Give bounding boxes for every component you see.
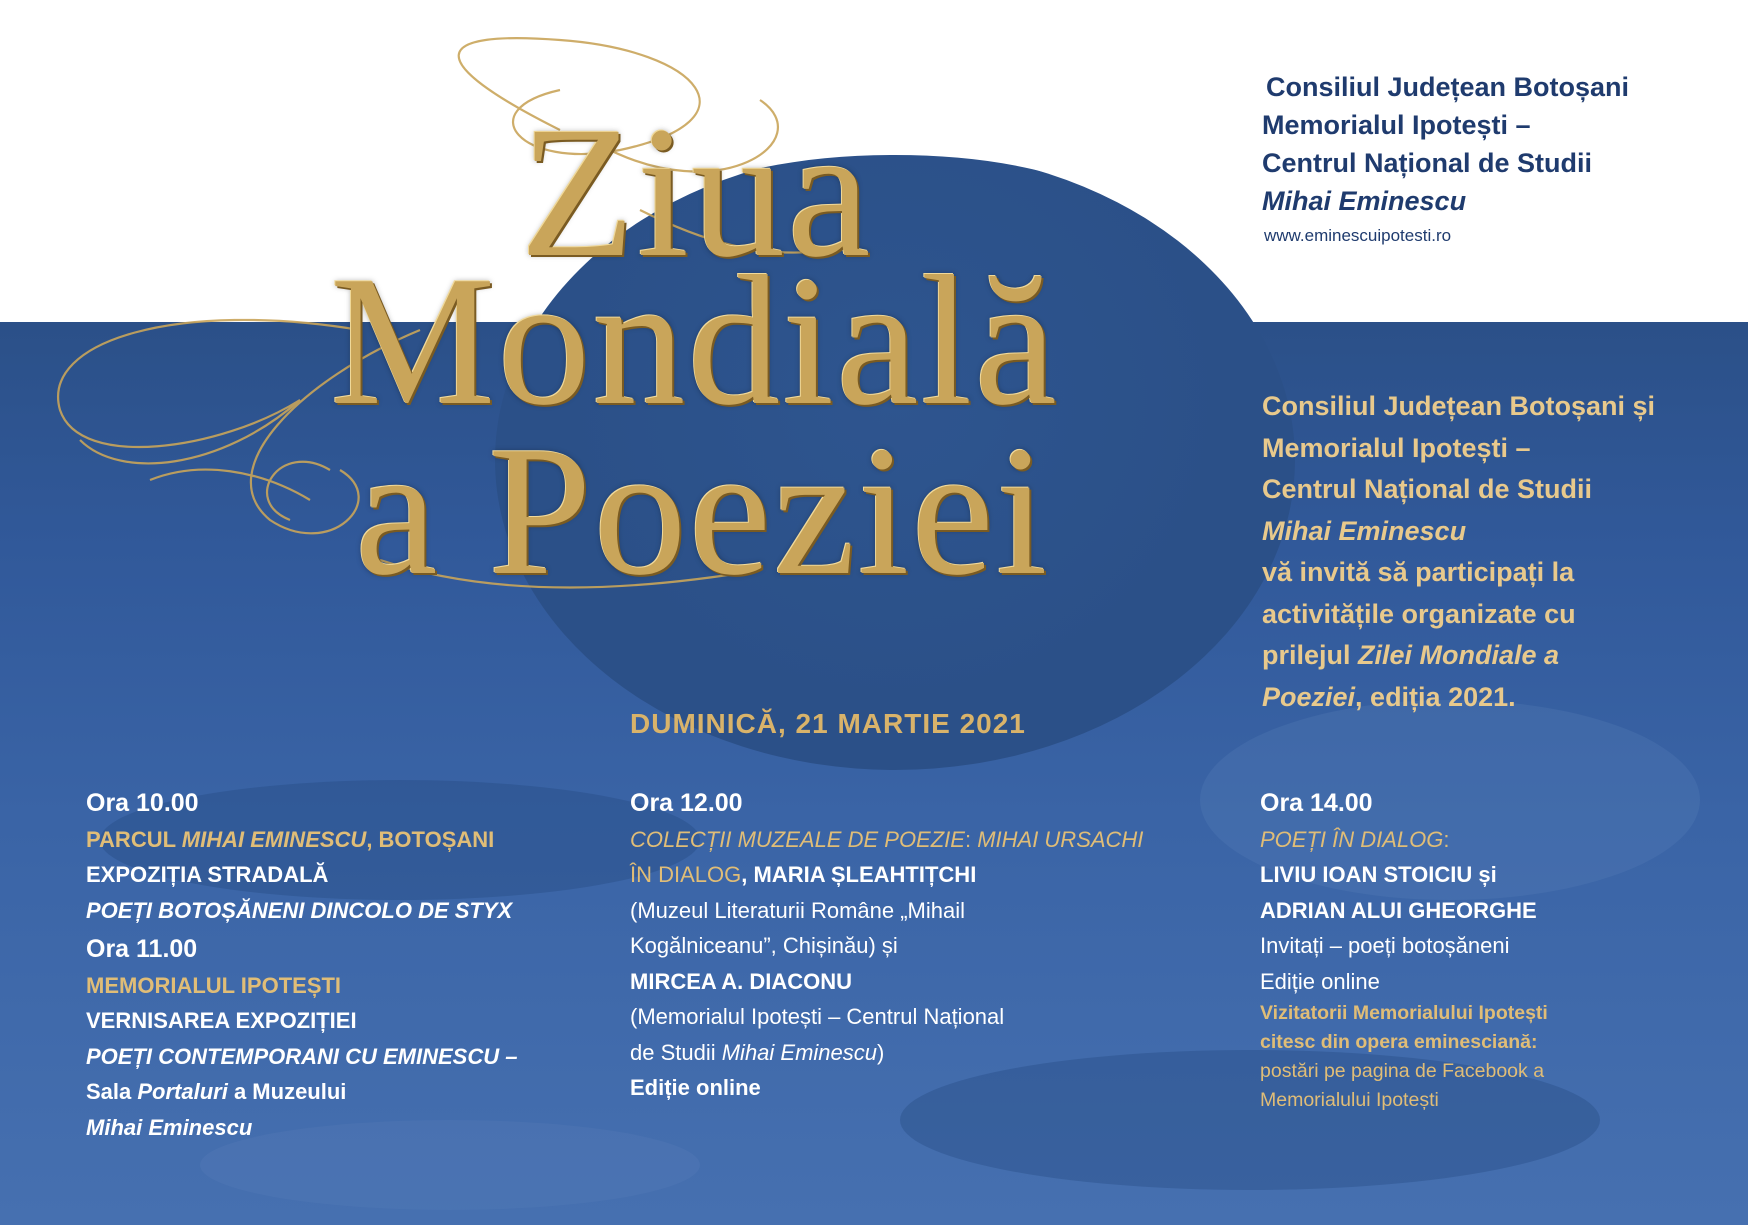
event-column-3 bbox=[1260, 786, 1548, 1115]
event-line: (Memorialul Ipotești – Centrul Național bbox=[630, 1004, 1005, 1029]
event-hour: Ora 12.00 bbox=[630, 789, 743, 817]
event-line: Ediție online bbox=[630, 1075, 761, 1100]
event-line: LIVIU IOAN STOICIU și bbox=[1260, 862, 1497, 887]
text-part: MIHAI URSACHI bbox=[977, 826, 1144, 852]
text-part: : bbox=[1443, 826, 1450, 852]
organizer-line: Consiliul Județean Botoșani bbox=[1266, 72, 1630, 102]
event-place: MEMORIALUL IPOTEȘTI bbox=[86, 972, 342, 998]
title-line-1: Ziua bbox=[520, 87, 873, 296]
event-line: Kogălniceanu”, Chișinău) și bbox=[630, 933, 898, 958]
text-part: de Studii bbox=[630, 1039, 722, 1065]
invitation-text-part: Zilei Mondiale a bbox=[1358, 640, 1560, 670]
title-line-2: Mondială bbox=[330, 238, 1059, 444]
text-part: a Muzeului bbox=[227, 1079, 347, 1104]
invitation-line bbox=[1262, 677, 1732, 719]
text-part: Portaluri bbox=[137, 1079, 228, 1104]
invitation-line: Centrul Național de Studii bbox=[1262, 474, 1593, 504]
invitation-line bbox=[1262, 635, 1732, 677]
event-line bbox=[630, 857, 1143, 893]
text-part: , MARIA ȘLEAHTIȚCHI bbox=[741, 862, 977, 887]
event-line: Mihai Eminescu bbox=[86, 1114, 253, 1140]
organizer-line: Memorialul Ipotești – bbox=[1262, 110, 1531, 140]
invitation-line: vă invită să participați la bbox=[1262, 557, 1575, 587]
event-hour: Ora 10.00 bbox=[86, 789, 199, 817]
event-line: EXPOZIȚIA STRADALĂ bbox=[86, 862, 329, 887]
event-line bbox=[86, 1074, 517, 1110]
event-line: citesc din opera eminesciană: bbox=[1260, 1031, 1538, 1053]
organizer-line: Centrul Național de Studii bbox=[1262, 148, 1593, 178]
event-line: POEȚI CONTEMPORANI CU EMINESCU – bbox=[86, 1043, 518, 1069]
text-part: MIHAI EMINESCU bbox=[181, 826, 367, 852]
event-line: VERNISAREA EXPOZIȚIEI bbox=[86, 1008, 357, 1033]
invitation-line: Mihai Eminescu bbox=[1262, 515, 1467, 546]
event-hour: Ora 11.00 bbox=[86, 935, 198, 963]
event-hour: Ora 14.00 bbox=[1260, 789, 1373, 817]
invitation-text-part: prilejul bbox=[1262, 640, 1359, 670]
event-line: ADRIAN ALUI GHEORGHE bbox=[1260, 897, 1537, 923]
event-column-2 bbox=[630, 786, 1143, 1106]
title-line-3: a Poeziei bbox=[355, 408, 1050, 614]
text-part: COLECȚII MUZEALE DE POEZIE bbox=[630, 826, 965, 852]
event-place bbox=[86, 822, 517, 858]
event-line: (Muzeul Literaturii Române „Mihail bbox=[630, 897, 966, 923]
invitation-text-part: Poeziei bbox=[1262, 681, 1356, 712]
text-part: POEȚI ÎN DIALOG bbox=[1260, 826, 1444, 852]
event-line bbox=[1260, 822, 1548, 858]
text-part: Mihai Eminescu bbox=[721, 1039, 878, 1065]
text-part: ÎN DIALOG bbox=[630, 862, 742, 887]
text-part: , BOTOȘANI bbox=[366, 826, 495, 852]
event-line: postări pe pagina de Facebook a bbox=[1260, 1060, 1545, 1082]
text-part: Sala bbox=[86, 1079, 138, 1104]
text-part: PARCUL bbox=[86, 826, 182, 852]
invitation-text-part: , ediția 2021. bbox=[1355, 681, 1516, 712]
event-column-1 bbox=[86, 786, 517, 1145]
text-part: : bbox=[964, 826, 978, 852]
event-line: POEȚI BOTOȘĂNENI DINCOLO DE STYX bbox=[86, 897, 513, 923]
event-line bbox=[630, 822, 1143, 858]
text-part: ) bbox=[877, 1039, 885, 1065]
organizer-line: Mihai Eminescu bbox=[1262, 186, 1467, 216]
organizer-block bbox=[1262, 68, 1629, 246]
event-line: Memorialului Ipotești bbox=[1260, 1089, 1439, 1111]
invitation-line: Consiliul Județean Botoșani și bbox=[1262, 391, 1656, 421]
invitation-text bbox=[1262, 386, 1732, 718]
invitation-line: activitățile organizate cu bbox=[1262, 598, 1576, 629]
invitation-line: Memorialul Ipotești – bbox=[1262, 432, 1531, 463]
event-line: Invitați – poeți botoșăneni bbox=[1260, 933, 1510, 958]
website-link[interactable]: www.eminescuipotesti.ro bbox=[1264, 226, 1452, 245]
event-line: MIRCEA A. DIACONU bbox=[630, 968, 853, 994]
event-line: Vizitatorii Memorialului Ipotești bbox=[1260, 1002, 1548, 1024]
event-date: DUMINICĂ, 21 MARTIE 2021 bbox=[630, 708, 1026, 739]
event-line bbox=[630, 1035, 1143, 1071]
event-line: Ediție online bbox=[1260, 968, 1380, 994]
